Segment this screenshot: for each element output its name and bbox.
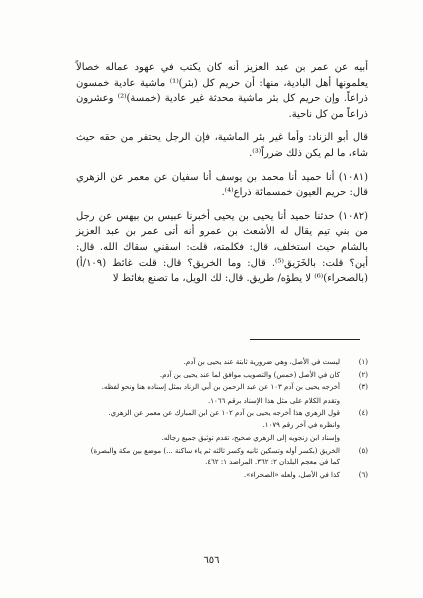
paragraph: أبيه عن عمر بن عبد العزيز أنه كان يكتب في عهود عماله خصالاً يعلمونها أهل البادية، منها: أن حريم كل (بئر)⁽¹⁾ ماشية عادية خمسون ذراعاً. وإن حريم كل بئر ماشية محدثة غير عادية (خمسة)⁽²⁾ وعشرون ذراعاً من كل ناحية.: [76, 62, 368, 120]
page-number: ٦٥٦: [203, 555, 220, 566]
footnote: [80, 408, 368, 431]
footnote-number: (٣): [358, 383, 368, 391]
footnote-text: ليست في الأصل، وهي ضرورية ثابتة عند يحيى بن آدم.: [183, 358, 340, 366]
footnote: [80, 382, 368, 394]
footnote-number: (١): [358, 358, 368, 366]
footnote-text: الخريق (بكسر أوله وتسكين ثانيه وكسر ثالثه ثم ياء ساكنة ...) موضع بين مكة والبصرة) كما في معجم البلدان ٢: ٣٦٢. المراصد ١: ٤٦٢.: [90, 446, 340, 466]
footnote-continuation: وتقدم الكلام على مثل هذا الإسناد برقم ١٠٦٦.: [208, 396, 340, 405]
main-text: [76, 60, 368, 287]
paragraph: قال أبو الزناد: وأما غير بئر الماشية، فإن الرجل يحتفر من حقه حيث شاء، ما لم يكن ذلك ضرراً⁽³⁾.: [76, 132, 368, 159]
footnote-separator: [250, 339, 360, 340]
footnote: [80, 446, 368, 469]
paragraph: (١٠٨١) أنا حميد أنا محمد بن يوسف أنا سفيان عن معمر عن الزهري قال: حريم العيون خمسمائة ذراع⁽⁴⁾.: [76, 171, 368, 199]
paragraph: (١٠٨٢) حدثنا حميد أنا يحيى بن يحيى أخبرنا عبيس بن بيهس عن رجل من بني تيم يقال له الأشعث بن عمرو أنه أتى عمر بن عبد العزيز بالشام حيث استخلف، قال: فكلمته، قلت: اسقني سقاك الله. قال: أين؟ قلت: بالخَرَيق⁽⁵⁾. قال: وما الخريق؟ قال: قلت غائط (١٠٩/أ)(بالصحراء)⁽⁶⁾ لا يطؤه/ طريق. قال: لك الويل، ما تصنع بغائط لا: [76, 210, 369, 285]
footnote-line: قول الزهري هذا أخرجه يحيى بن آدم ١٠٢ عن ابن المبارك عن معمر عن الزهري.: [108, 409, 340, 417]
footnote-text: أخرجه يحيى بن آدم ١٠٣ عن عبد الرحمن بن أبي الزناد بمثل إسناده هنا ونحو لفظه.: [101, 383, 340, 391]
footnote-text: [80, 408, 340, 431]
footnote-number: (٤): [358, 409, 368, 417]
footnotes: [80, 357, 368, 482]
footnote-number: (٢): [358, 370, 368, 379]
footnote: [80, 357, 368, 369]
footnote-number: (٦): [358, 470, 368, 479]
footnote-line: وانظره في آخر رقم ١٠٧٩.: [262, 420, 340, 429]
footnote-number: (٥): [358, 446, 368, 455]
footnote-text: كذا في الأصل، ولعله «الصحراء».: [244, 470, 340, 479]
footnote-text: كان في الأصل (خمس) والتصويب موافق لما عند يحيى بن آدم.: [159, 370, 340, 379]
footnote: [80, 470, 368, 482]
footnote-continuation: وإسناد ابن زنجويه إلى الزهري صحيح، تقدم توثيق جميع رجاله.: [161, 434, 340, 442]
footnote: [80, 370, 368, 382]
